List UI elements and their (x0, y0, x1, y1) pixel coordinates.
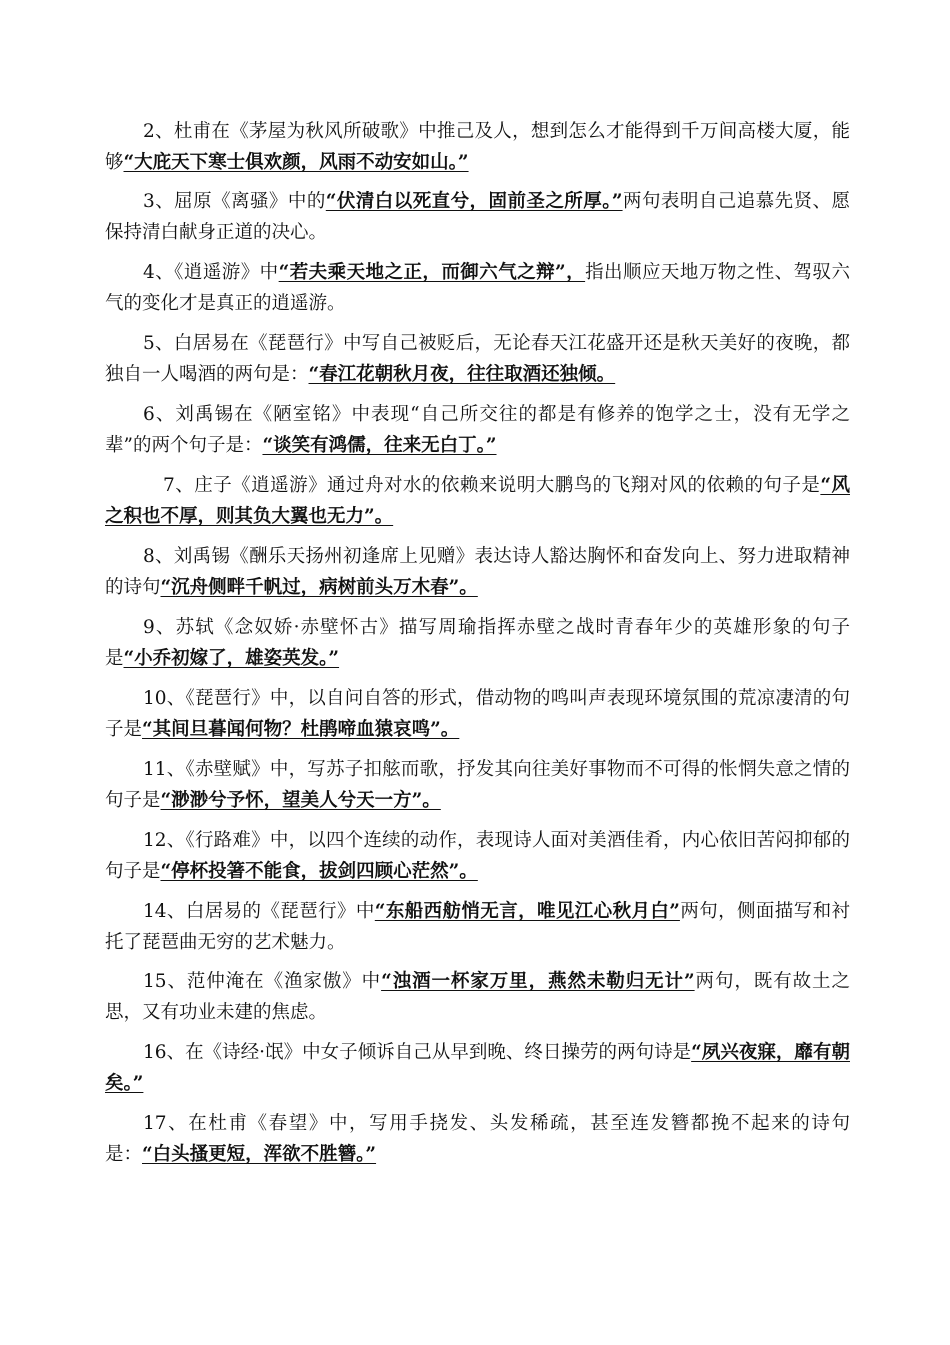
question-text: 6、刘禹锡在《陋室铭》中表现“自己所交往的都是有修养的饱学之士，没有无学之辈”的两个句子是： (105, 404, 850, 456)
question-text: 10、《琵琶行》中，以自问自答的形式，借动物的鸣叫声表现环境氛围的荒凉凄清的句子是 (105, 688, 850, 740)
question-text: 5、白居易在《琵琶行》中写自己被贬后，无论春天江花盛开还是秋天美好的夜晚，都独自一人喝酒的两句是： (105, 333, 850, 385)
question-item-2 (105, 116, 850, 178)
answer-text: “伏清白以死直兮，固前圣之所厚。” (325, 191, 623, 212)
question-text-tail: 两句，侧面描写和衬托了琵琶曲无穷的艺术魅力。 (105, 901, 850, 953)
question-item-6 (105, 399, 850, 461)
answer-text: “大庇天下寒士俱欢颜，风雨不动安如山。” (123, 152, 469, 173)
question-text: 11、《赤壁赋》中，写苏子扣舷而歌，抒发其向往美好事物而不可得的怅惘失意之情的句子是 (105, 759, 850, 811)
question-item-16 (105, 1037, 850, 1099)
question-text: 16、在《诗经·氓》中女子倾诉自己从早到晚、终日操劳的两句诗是 (143, 1042, 692, 1063)
answer-text: “停杯投箸不能食，拔剑四顾心茫然”。 (160, 861, 478, 882)
question-item-15 (105, 966, 850, 1028)
answer-text: “沉舟侧畔千帆过，病树前头万木春”。 (160, 577, 478, 598)
answer-text: “浊酒一杯家万里，燕然未勒归无计” (381, 971, 695, 992)
question-text: 8、刘禹锡《酬乐天扬州初逢席上见赠》表达诗人豁达胸怀和奋发向上、努力进取精神的诗句 (105, 546, 850, 598)
answer-text: “其间旦暮闻何物？杜鹃啼血猿哀鸣”。 (142, 719, 460, 740)
answer-text: “谈笑有鸿儒，往来无白丁。” (262, 435, 497, 456)
question-item-11 (105, 754, 850, 816)
answer-text: “渺渺兮予怀，望美人兮天一方”。 (160, 790, 441, 811)
question-item-3 (105, 186, 850, 248)
question-text: 14、白居易的《琵琶行》中 (143, 901, 375, 922)
question-text-tail: 两句表明自己追慕先贤、愿保持清白献身正道的决心。 (105, 191, 850, 243)
question-text: 12、《行路难》中，以四个连续的动作，表现诗人面对美酒佳肴，内心依旧苦闷抑郁的句子是 (105, 830, 850, 882)
question-text: 3、屈原《离骚》中的 (143, 191, 326, 212)
question-item-9 (105, 612, 850, 674)
question-text: 4、《逍遥游》中 (143, 262, 279, 283)
question-text: 2、杜甫在《茅屋为秋风所破歌》中推己及人，想到怎么才能得到千万间高楼大厦，能够 (105, 121, 850, 173)
question-text-tail: 指出顺应天地万物之性、驾驭六气的变化才是真正的逍遥游。 (105, 262, 850, 314)
question-item-14 (105, 896, 850, 958)
question-item-7 (105, 470, 850, 532)
answer-text: “若夫乘天地之正，而御六气之辩”， (278, 262, 586, 283)
question-item-8 (105, 541, 850, 603)
answer-text: “东船西舫悄无言，唯见江心秋月白” (374, 901, 680, 922)
question-text: 17、在杜甫《春望》中，写用手挠发、头发稀疏，甚至连发簪都挽不起来的诗句是： (105, 1113, 850, 1165)
answer-text: “小乔初嫁了，雄姿英发。” (123, 648, 340, 669)
answer-text: “风之积也不厚，则其负大翼也无力”。 (105, 475, 850, 527)
question-item-5 (105, 328, 850, 390)
question-item-12 (105, 825, 850, 887)
question-text-tail: 两句，既有故土之思，又有功业未建的焦虑。 (105, 971, 850, 1023)
question-item-4 (105, 257, 850, 319)
question-item-10 (105, 683, 850, 745)
question-text: 7、庄子《逍遥游》通过舟对水的依赖来说明大鹏鸟的飞翔对风的依赖的句子是 (163, 475, 821, 496)
answer-text: “春江花朝秋月夜，往往取酒还独倾。 (308, 364, 616, 385)
question-text: 15、范仲淹在《渔家傲》中 (143, 971, 382, 992)
question-item-17 (105, 1108, 850, 1170)
answer-text: “夙兴夜寐，靡有朝矣。” (105, 1042, 850, 1094)
question-text: 9、苏轼《念奴娇·赤壁怀古》描写周瑜指挥赤壁之战时青春年少的英雄形象的句子是 (105, 617, 850, 669)
answer-text: “白头搔更短，浑欲不胜簪。” (142, 1144, 377, 1165)
